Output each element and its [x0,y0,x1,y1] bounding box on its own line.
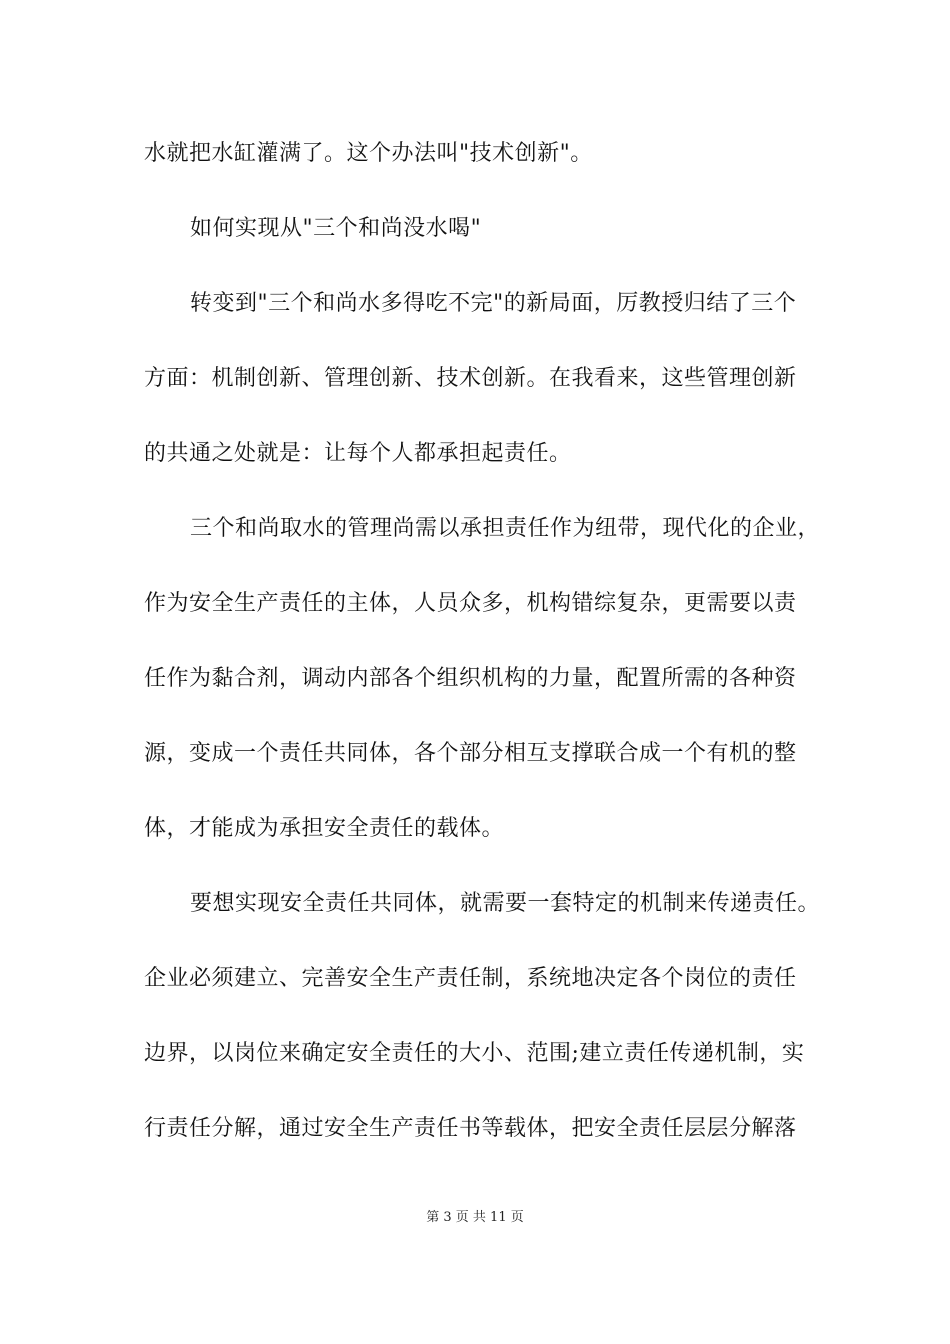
text-line: 体，才能成为承担安全责任的载体。 [144,816,505,841]
text-line: 如何实现从"三个和尚没水喝" [190,216,482,241]
text-line: 作为安全生产责任的主体，人员众多，机构错综复杂，更需要以责 [144,591,797,616]
text-line: 行责任分解，通过安全生产责任书等载体，把安全责任层层分解落 [144,1116,797,1141]
text-line: 水就把水缸灌满了。这个办法叫"技术创新"。 [144,141,593,166]
text-line: 三个和尚取水的管理尚需以承担责任作为纽带，现代化的企业， [190,516,821,541]
text-line: 企业必须建立、完善安全生产责任制，系统地决定各个岗位的责任 [144,966,797,991]
text-line: 转变到"三个和尚水多得吃不完"的新局面，厉教授归结了三个 [190,291,797,316]
text-line: 源，变成一个责任共同体，各个部分相互支撑联合成一个有机的整 [144,741,797,766]
text-line: 任作为黏合剂，调动内部各个组织机构的力量，配置所需的各种资 [144,666,797,691]
text-line: 方面：机制创新、管理创新、技术创新。在我看来，这些管理创新 [144,366,797,391]
text-line: 要想实现安全责任共同体，就需要一套特定的机制来传递责任。 [190,891,821,916]
page-number-footer: 第 3 页 共 11 页 [426,1210,524,1225]
text-line: 边界，以岗位来确定安全责任的大小、范围;建立责任传递机制，实 [144,1041,805,1066]
text-line: 的共通之处就是：让每个人都承担起责任。 [144,441,572,466]
